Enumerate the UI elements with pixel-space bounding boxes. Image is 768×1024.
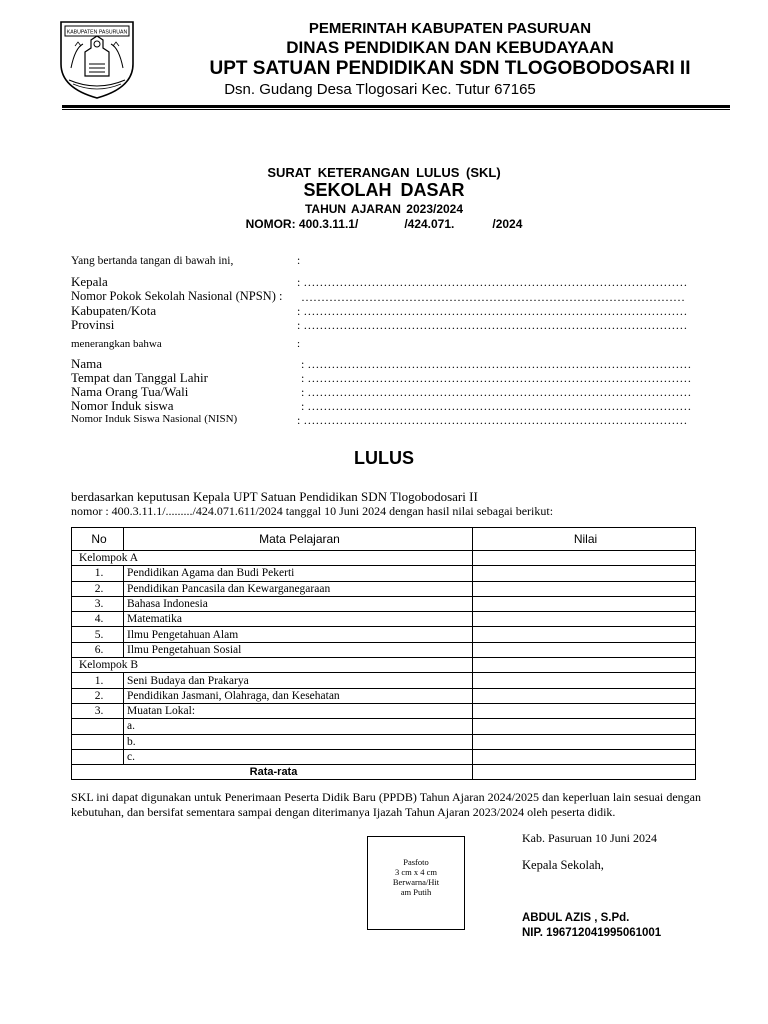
field-label-npsn: Nomor Pokok Sekolah Nasional (NPSN) : (71, 289, 283, 303)
photo-label-3: Berwarna/Hit (392, 877, 440, 887)
header-subject: Mata Pelajaran (124, 528, 473, 551)
row-number: 1. (72, 566, 124, 581)
header-divider-thin (62, 109, 730, 110)
table-row (72, 596, 696, 611)
group-row (72, 658, 696, 673)
document-number-part-3: /2024 (492, 217, 523, 231)
row-number: 5. (72, 627, 124, 642)
table-row (72, 642, 696, 657)
table-row (72, 734, 696, 749)
signature-place-date: Kab. Pasuruan 10 Juni 2024 (522, 831, 657, 845)
field-value-nama: : …………………………………………………………………………………… (301, 357, 692, 371)
row-number: 2. (72, 581, 124, 596)
basis-line-2: nomor : 400.3.11.1/........./424.071.611/2024 tanggal 10 Juni 2024 dengan hasil nilai sebagai berikut: (71, 504, 554, 518)
row-number (72, 734, 124, 749)
field-value-npsn: …………………………………………………………………………………… (301, 290, 685, 304)
header-divider (62, 105, 730, 108)
table-row (72, 719, 696, 734)
field-value-ttl: : …………………………………………………………………………………… (301, 371, 692, 385)
score-cell (473, 566, 696, 581)
subject-name: Matematika (124, 612, 473, 627)
subject-name: Pendidikan Pancasila dan Kewarganegaraan (124, 581, 473, 596)
average-label: Rata-rata (72, 765, 473, 780)
table-header-row (72, 528, 696, 551)
average-score-cell (473, 765, 696, 780)
subject-name: a. (124, 719, 473, 734)
header-address: Dsn. Gudang Desa Tlogosari Kec. Tutur 67165 (224, 81, 536, 98)
row-number: 3. (72, 596, 124, 611)
intro-text: Yang bertanda tangan di bawah ini, (71, 255, 234, 267)
row-number: 2. (72, 688, 124, 703)
subject-name: Ilmu Pengetahuan Sosial (124, 642, 473, 657)
photo-label-4: am Putih (400, 887, 432, 897)
score-cell (473, 688, 696, 703)
field-value-parent: : …………………………………………………………………………………… (301, 385, 692, 399)
row-number (72, 719, 124, 734)
menerangkan-text: menerangkan bahwa (71, 338, 162, 350)
header-score: Nilai (473, 528, 696, 551)
header-department: DINAS PENDIDIKAN DAN KEBUDAYAAN (286, 38, 614, 57)
score-cell (473, 749, 696, 764)
score-cell (473, 581, 696, 596)
table-row (72, 581, 696, 596)
regency-logo (55, 18, 139, 100)
graduation-result: LULUS (354, 448, 414, 468)
table-row (72, 627, 696, 642)
group-row (72, 551, 696, 566)
subject-name: Seni Budaya dan Prakarya (124, 673, 473, 688)
intro-colon: : (297, 255, 301, 267)
header-government: PEMERINTAH KABUPATEN PASURUAN (308, 20, 592, 37)
field-label-kabupaten: Kabupaten/Kota (71, 303, 157, 318)
group-label-b: Kelompok B (72, 658, 473, 673)
score-cell (473, 658, 696, 673)
score-cell (473, 703, 696, 718)
field-label-kepala: Kepala (71, 274, 108, 289)
field-value-provinsi: : …………………………………………………………………………………… (297, 318, 688, 332)
signature-name: ABDUL AZIS , S.Pd. (522, 912, 630, 924)
usage-note: SKL ini dapat digunakan untuk Penerimaan Peserta Didik Baru (PPDB) Tahun Ajaran 2024/2025 dan keperluan lain sesuai dengan kebutuhan, dan bersifat sementara sampai dengan diterimanya Ijazah Tahun Ajaran 2023/2024 oleh peserta didik. (71, 790, 701, 819)
subject-name: Pendidikan Agama dan Budi Pekerti (124, 566, 473, 581)
academic-year: TAHUN AJARAN 2023/2024 (304, 202, 464, 216)
field-label-nisn: Nomor Induk Siswa Nasional (NISN) (71, 413, 238, 425)
document-number-part-1: NOMOR: 400.3.11.1/ (245, 217, 359, 231)
header-no: No (72, 528, 124, 551)
subject-name: Pendidikan Jasmani, Olahraga, dan Kesehatan (124, 688, 473, 703)
table-row (72, 566, 696, 581)
document-subtitle: SEKOLAH DASAR (303, 180, 465, 200)
score-cell (473, 551, 696, 566)
field-value-kabupaten: : …………………………………………………………………………………… (297, 304, 688, 318)
table-row (72, 688, 696, 703)
row-number: 6. (72, 642, 124, 657)
subject-name: Muatan Lokal: (124, 703, 473, 718)
field-value-kepala: : …………………………………………………………………………………… (297, 275, 688, 289)
score-cell (473, 673, 696, 688)
field-label-ttl: Tempat dan Tanggal Lahir (71, 370, 208, 385)
table-row (72, 673, 696, 688)
photo-label-1: Pasfoto (403, 857, 429, 867)
document-title: SURAT KETERANGAN LULUS (SKL) (267, 165, 501, 180)
signature-nip: NIP. 196712041995061001 (522, 927, 662, 939)
average-row (72, 765, 696, 780)
group-label-a: Kelompok A (72, 551, 473, 566)
score-cell (473, 612, 696, 627)
menerangkan-colon: : (297, 338, 301, 350)
photo-label-2: 3 cm x 4 cm (394, 867, 438, 877)
signature-position: Kepala Sekolah, (522, 858, 604, 872)
score-cell (473, 627, 696, 642)
score-cell (473, 734, 696, 749)
subject-name: Ilmu Pengetahuan Alam (124, 627, 473, 642)
document-number-part-2: /424.071. (404, 217, 455, 231)
subject-name: b. (124, 734, 473, 749)
field-value-nis: : …………………………………………………………………………………… (301, 399, 692, 413)
table-row (72, 612, 696, 627)
document-number (0, 217, 768, 231)
field-label-parent: Nama Orang Tua/Wali (71, 384, 189, 399)
grades-table (71, 527, 696, 780)
row-number: 3. (72, 703, 124, 718)
field-value-nisn: : …………………………………………………………………………………… (297, 413, 688, 427)
table-row (72, 749, 696, 764)
subject-name: Bahasa Indonesia (124, 596, 473, 611)
header-school: UPT SATUAN PENDIDIKAN SDN TLOGOBODOSARI II (209, 58, 691, 79)
row-number (72, 749, 124, 764)
field-label-provinsi: Provinsi (71, 317, 115, 332)
subject-name: c. (124, 749, 473, 764)
field-label-nama: Nama (71, 356, 103, 371)
photo-placeholder (367, 836, 465, 930)
basis-line-1: berdasarkan keputusan Kepala UPT Satuan Pendidikan SDN Tlogobodosari II (71, 489, 478, 504)
score-cell (473, 642, 696, 657)
score-cell (473, 596, 696, 611)
row-number: 1. (72, 673, 124, 688)
field-label-nis: Nomor Induk siswa (71, 398, 174, 413)
logo-caption: KABUPATEN PASURUAN (66, 29, 128, 36)
score-cell (473, 719, 696, 734)
row-number: 4. (72, 612, 124, 627)
table-row (72, 703, 696, 718)
